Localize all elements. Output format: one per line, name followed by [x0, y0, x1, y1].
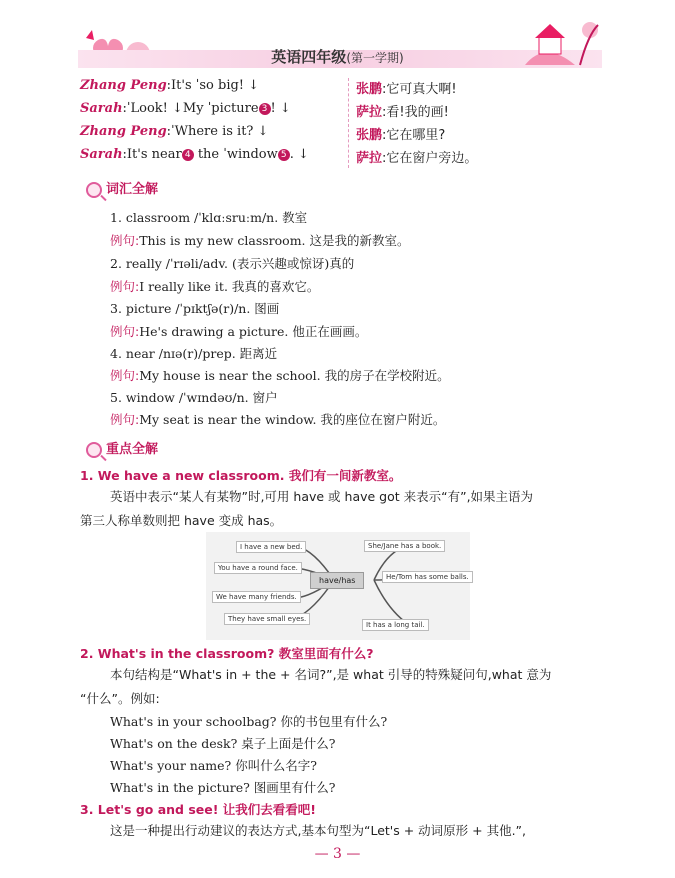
vocab-example: 例句:My house is near the school. 我的房子在学校附近。 [110, 368, 450, 383]
dialogue-text: :ˈLook! ↓My ˈpicture [122, 101, 259, 116]
vocab-word: 1. classroom /ˈklɑːsruːm/n. 教室 [110, 210, 308, 225]
dialogue-line-4 [80, 147, 309, 162]
magnifier-icon [86, 182, 102, 198]
speaker-name-cn: 张鹏 [356, 82, 383, 97]
page-number: — 3 — [314, 846, 361, 862]
mindmap-item: It has a long tail. [362, 619, 429, 631]
mindmap-item: We have many friends. [212, 591, 301, 603]
vocab-example: 例句:My seat is near the window. 我的座位在窗户附近。 [110, 412, 446, 427]
mindmap-item: They have small eyes. [224, 613, 310, 625]
have-has-mindmap [206, 532, 470, 640]
note-number: 4 [182, 149, 194, 161]
vocab-example: 例句:This is my new classroom. 这是我的新教室。 [110, 233, 410, 248]
vocab-word: 2. really /ˈrɪəli/adv. (表示兴趣或惊讶)真的 [110, 256, 355, 271]
mindmap-center: have/has [310, 572, 364, 589]
note-number: 5 [278, 149, 290, 161]
dialogue-translation-3 [356, 124, 445, 143]
point-2-title: 2. What's in the classroom? 教室里面有什么? [80, 646, 374, 661]
dialogue-text: . ↓ [289, 147, 309, 162]
note-number: 3 [259, 103, 271, 115]
speaker-name: Sarah [80, 147, 123, 162]
example-sentence: What's in the picture? 图画里有什么? [110, 780, 336, 795]
example-sentence: What's in your schoolbag? 你的书包里有什么? [110, 714, 388, 729]
mindmap-item: I have a new bed. [236, 541, 306, 553]
point-3-title: 3. Let's go and see! 让我们去看看吧! [80, 802, 317, 817]
dialogue-translation-1 [356, 78, 457, 97]
page-header [0, 0, 675, 72]
dialogue-text: :It's ˈso big! ↓ [166, 78, 260, 93]
point-2-text: 本句结构是“What's in + the + 名词?”,是 what 引导的特殊疑问句,what 意为 [110, 667, 552, 682]
mindmap-item: You have a round face. [214, 562, 302, 574]
translation-text: :看!我的画! [382, 105, 449, 120]
speaker-name-cn: 萨拉 [356, 151, 383, 166]
speaker-name: Zhang Peng [80, 78, 167, 93]
mindmap-item: He/Tom has some balls. [382, 571, 473, 583]
vocab-word: 5. window /ˈwɪndəʊ/n. 窗户 [110, 390, 278, 405]
vocab-example: 例句:He's drawing a picture. 他正在画画。 [110, 324, 368, 339]
example-sentence: What's on the desk? 桌子上面是什么? [110, 736, 336, 751]
point-1-text: 英语中表示“某人有某物”时,可用 have 或 have got 来表示“有”,如果主语为 [110, 489, 534, 504]
point-3-text: 这是一种提出行动建议的表达方式,基本句型为“Let's + 动词原形 + 其他.”, [110, 823, 526, 838]
point-1-title: 1. We have a new classroom. 我们有一间新教室。 [80, 468, 402, 483]
keypoints-heading: 重点全解 [86, 438, 158, 458]
dialogue-line-1 [80, 78, 259, 93]
vocab-heading: 词汇全解 [86, 178, 158, 198]
point-1-text-cont: 第三人称单数则把 have 变成 has。 [80, 513, 283, 528]
dialogue-line-2 [80, 101, 291, 116]
dialogue-translation-4 [356, 147, 477, 166]
dialogue-translation-2 [356, 101, 449, 120]
dialogue-text: ! ↓ [270, 101, 291, 116]
dialogue-divider [348, 78, 350, 168]
dialogue-text: :ˈWhere is it? ↓ [166, 124, 269, 139]
vocab-word: 3. picture /ˈpɪktʃə(r)/n. 图画 [110, 301, 280, 316]
translation-text: :它在窗户旁边。 [382, 151, 478, 166]
speaker-name: Sarah [80, 101, 123, 116]
magnifier-icon [86, 442, 102, 458]
speaker-name: Zhang Peng [80, 124, 167, 139]
translation-text: :它可真大啊! [382, 82, 457, 97]
page-title: 英语四年级(第一学期) [271, 48, 404, 66]
point-2-text-cont: “什么”。例如: [80, 691, 160, 706]
dialogue-line-3 [80, 124, 268, 139]
speaker-name-cn: 萨拉 [356, 105, 383, 120]
dialogue-text: the ˈwindow [193, 147, 278, 162]
mindmap-item: She/Jane has a book. [364, 540, 445, 552]
dialogue-text: :It's near [122, 147, 182, 162]
vocab-example: 例句:I really like it. 我真的喜欢它。 [110, 279, 320, 294]
translation-text: :它在哪里? [382, 128, 446, 143]
example-sentence: What's your name? 你叫什么名字? [110, 758, 317, 773]
vocab-word: 4. near /nɪə(r)/prep. 距离近 [110, 346, 278, 361]
speaker-name-cn: 张鹏 [356, 128, 383, 143]
